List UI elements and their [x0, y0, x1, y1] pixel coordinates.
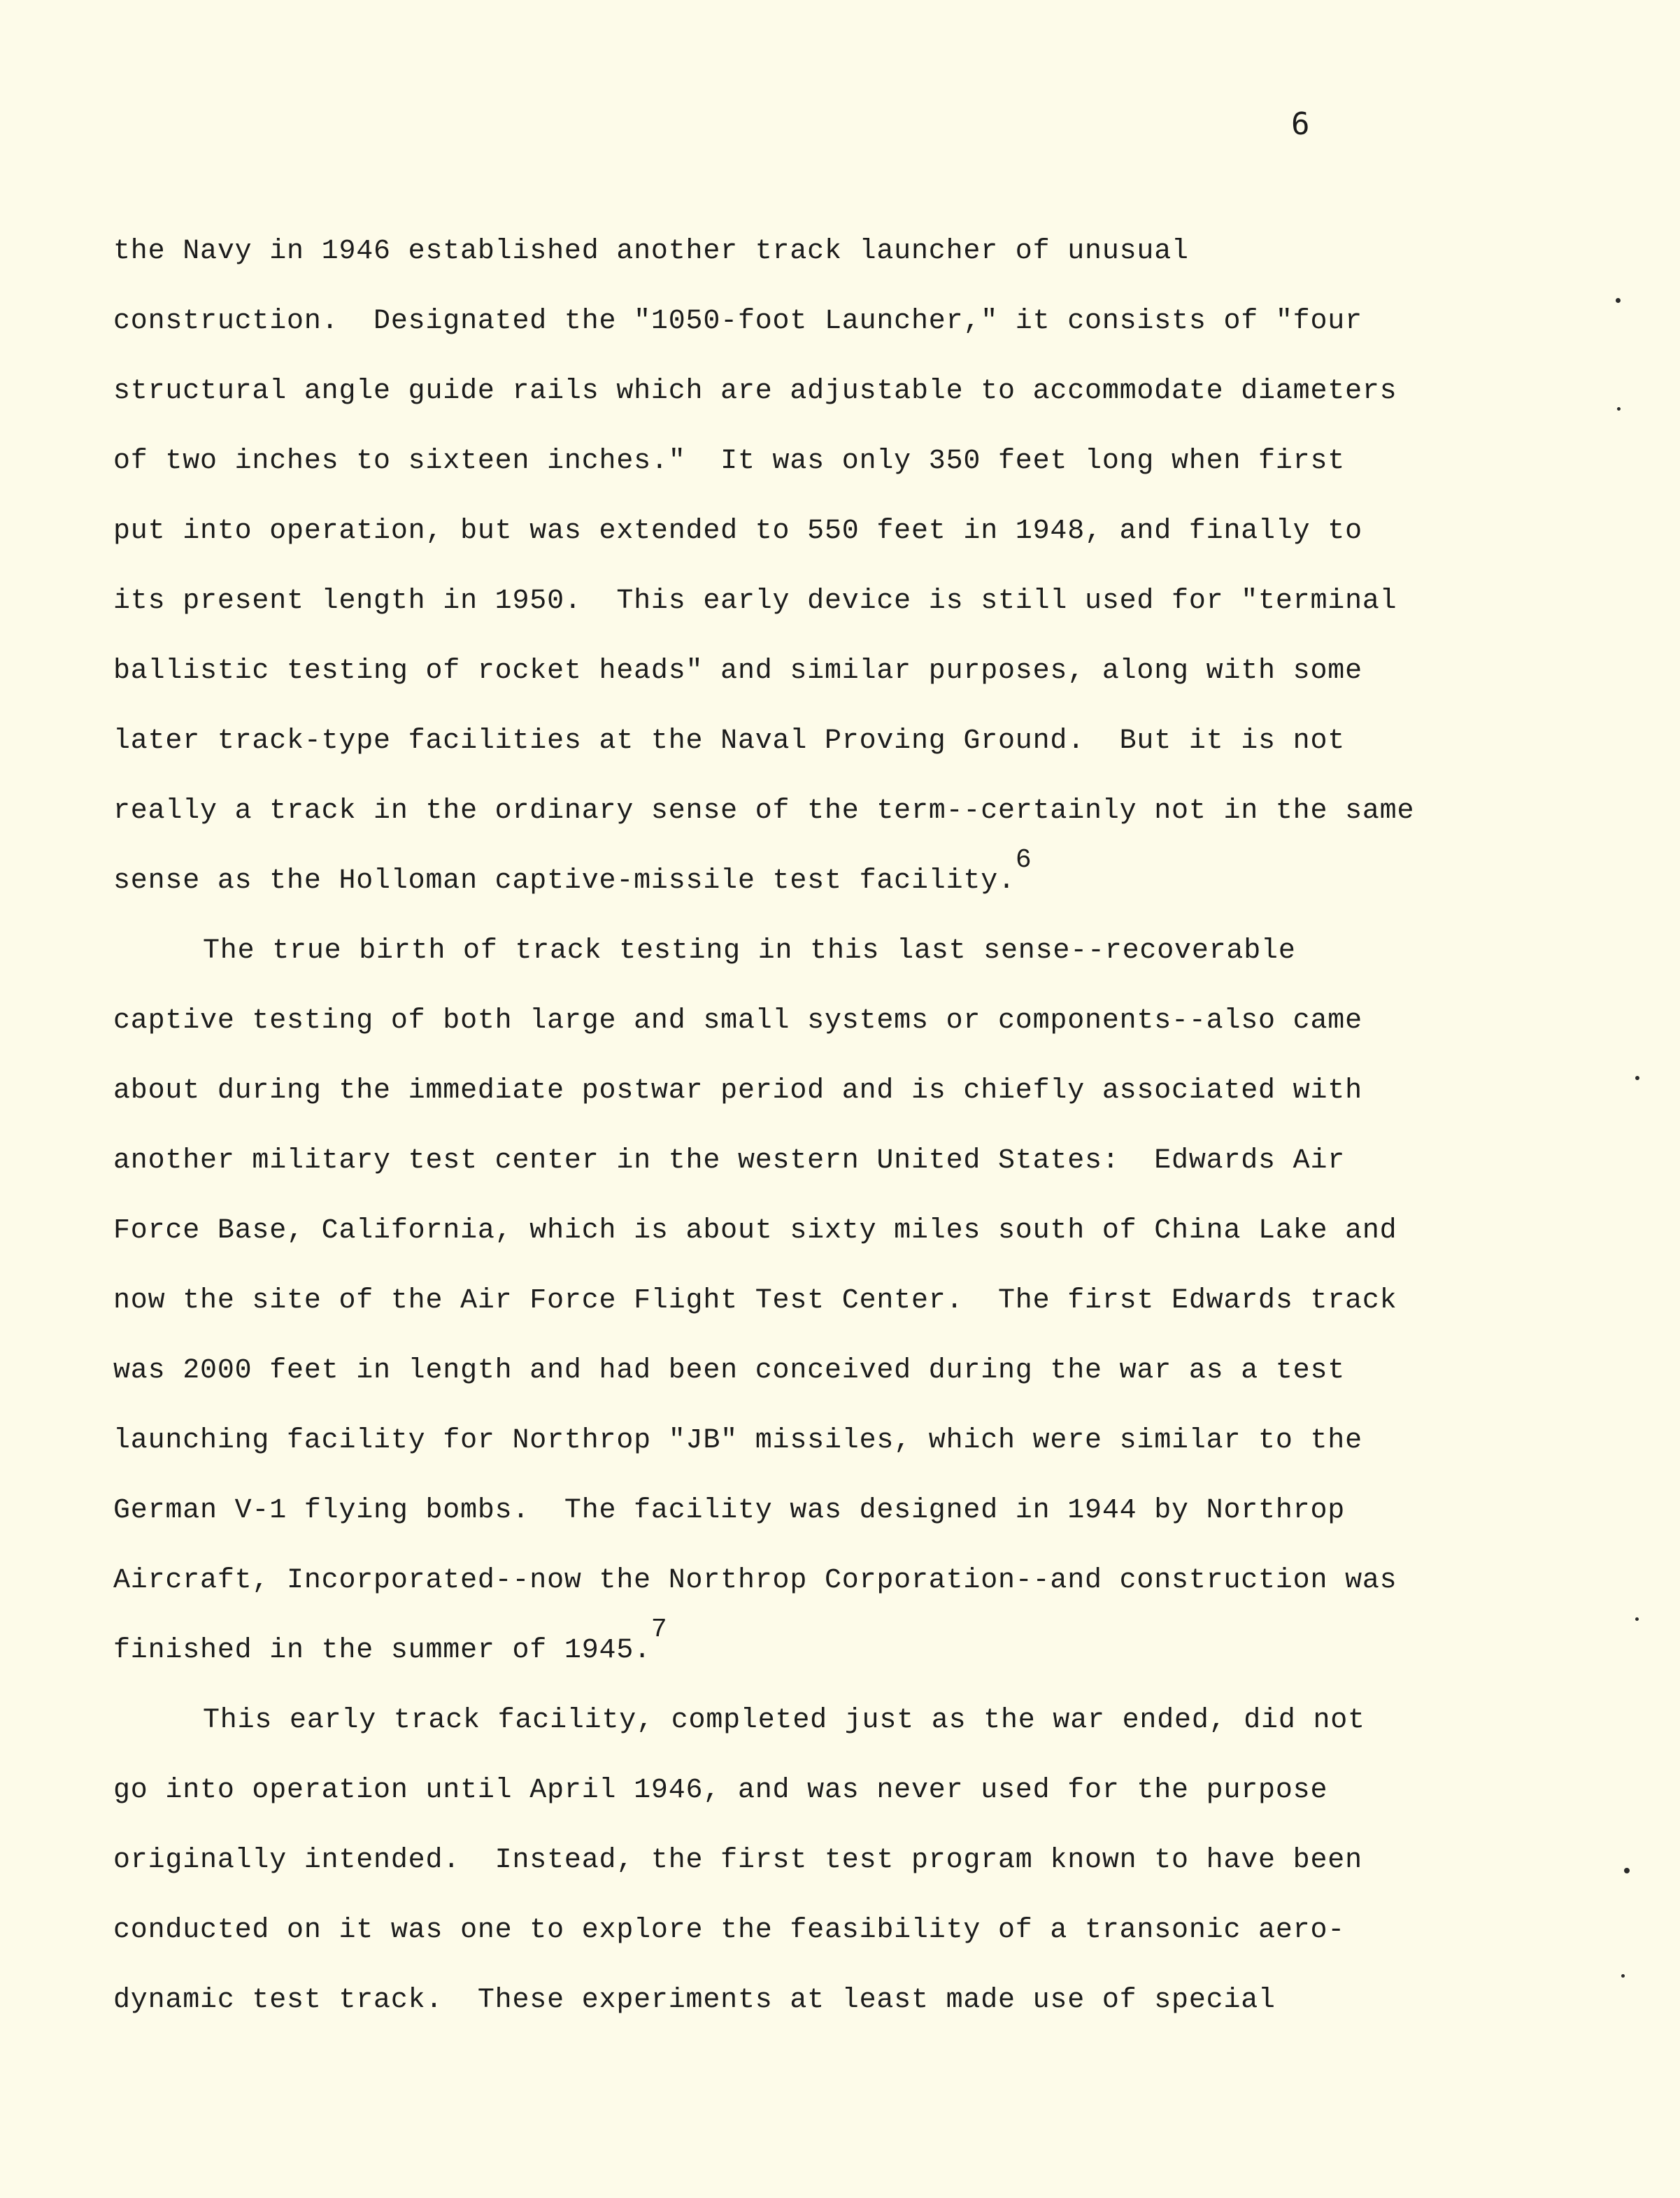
footnote-marker: 6 — [1015, 845, 1032, 875]
text-line: German V-1 flying bombs. The facility was designed in 1944 by Northrop — [113, 1495, 1346, 1526]
paragraph — [113, 1686, 1582, 2036]
text-line — [113, 846, 1582, 916]
text-line: structural angle guide rails which are adjustable to accommodate diameters — [113, 376, 1397, 407]
paragraph — [113, 916, 1582, 1686]
text-line: The true birth of track testing in this last sense--recoverable — [203, 935, 1296, 967]
footnote-marker: 7 — [650, 1615, 668, 1645]
text-line: captive testing of both large and small systems or components--also came — [113, 1005, 1362, 1037]
text-line: about during the immediate postwar period and is chiefly associated with — [113, 1075, 1362, 1107]
text-line: This early track facility, completed just as the war ended, did not — [203, 1705, 1365, 1736]
text-line: Aircraft, Incorporated--now the Northrop Corporation--and construction was — [113, 1565, 1397, 1596]
text-line: really a track in the ordinary sense of the term--certainly not in the same — [113, 795, 1415, 827]
text-line: dynamic test track. These experiments at least made use of special — [113, 1985, 1276, 2016]
text-line: the Navy in 1946 established another track launcher of unusual — [113, 236, 1189, 267]
text-line: put into operation, but was extended to 550 feet in 1948, and finally to — [113, 516, 1362, 547]
text-line — [113, 1616, 1582, 1686]
scan-speck — [1624, 1868, 1630, 1873]
text-line: go into operation until April 1946, and was never used for the purpose — [113, 1775, 1328, 1806]
text-line: later track-type facilities at the Naval Proving Ground. But it is not — [113, 725, 1346, 757]
text-line: now the site of the Air Force Flight Test Center. The first Edwards track — [113, 1285, 1397, 1317]
text-line: another military test center in the western United States: Edwards Air — [113, 1145, 1346, 1177]
body-text — [113, 217, 1582, 2036]
scan-speck — [1621, 1974, 1625, 1978]
text-line-content: finished in the summer of 1945. — [113, 1635, 651, 1666]
text-line: originally intended. Instead, the first test program known to have been — [113, 1845, 1362, 1876]
text-line: Force Base, California, which is about sixty miles south of China Lake and — [113, 1215, 1397, 1247]
scan-speck — [1617, 407, 1621, 411]
text-line: launching facility for Northrop "JB" missiles, which were similar to the — [113, 1425, 1362, 1456]
text-line: conducted on it was one to explore the feasibility of a transonic aero- — [113, 1915, 1346, 1946]
scan-speck — [1616, 298, 1621, 303]
page-number: 6 — [1291, 106, 1310, 142]
text-line-content: sense as the Holloman captive-missile test facility. — [113, 865, 1016, 897]
text-line: its present length in 1950. This early device is still used for "terminal — [113, 586, 1397, 617]
text-line: was 2000 feet in length and had been conceived during the war as a test — [113, 1355, 1346, 1387]
text-line: construction. Designated the "1050-foot Launcher," it consists of "four — [113, 306, 1362, 337]
text-line: of two inches to sixteen inches." It was only 350 feet long when first — [113, 446, 1346, 477]
scan-speck — [1635, 1076, 1639, 1080]
text-line: ballistic testing of rocket heads" and similar purposes, along with some — [113, 655, 1362, 687]
paragraph — [113, 217, 1582, 916]
scan-speck — [1635, 1617, 1639, 1621]
